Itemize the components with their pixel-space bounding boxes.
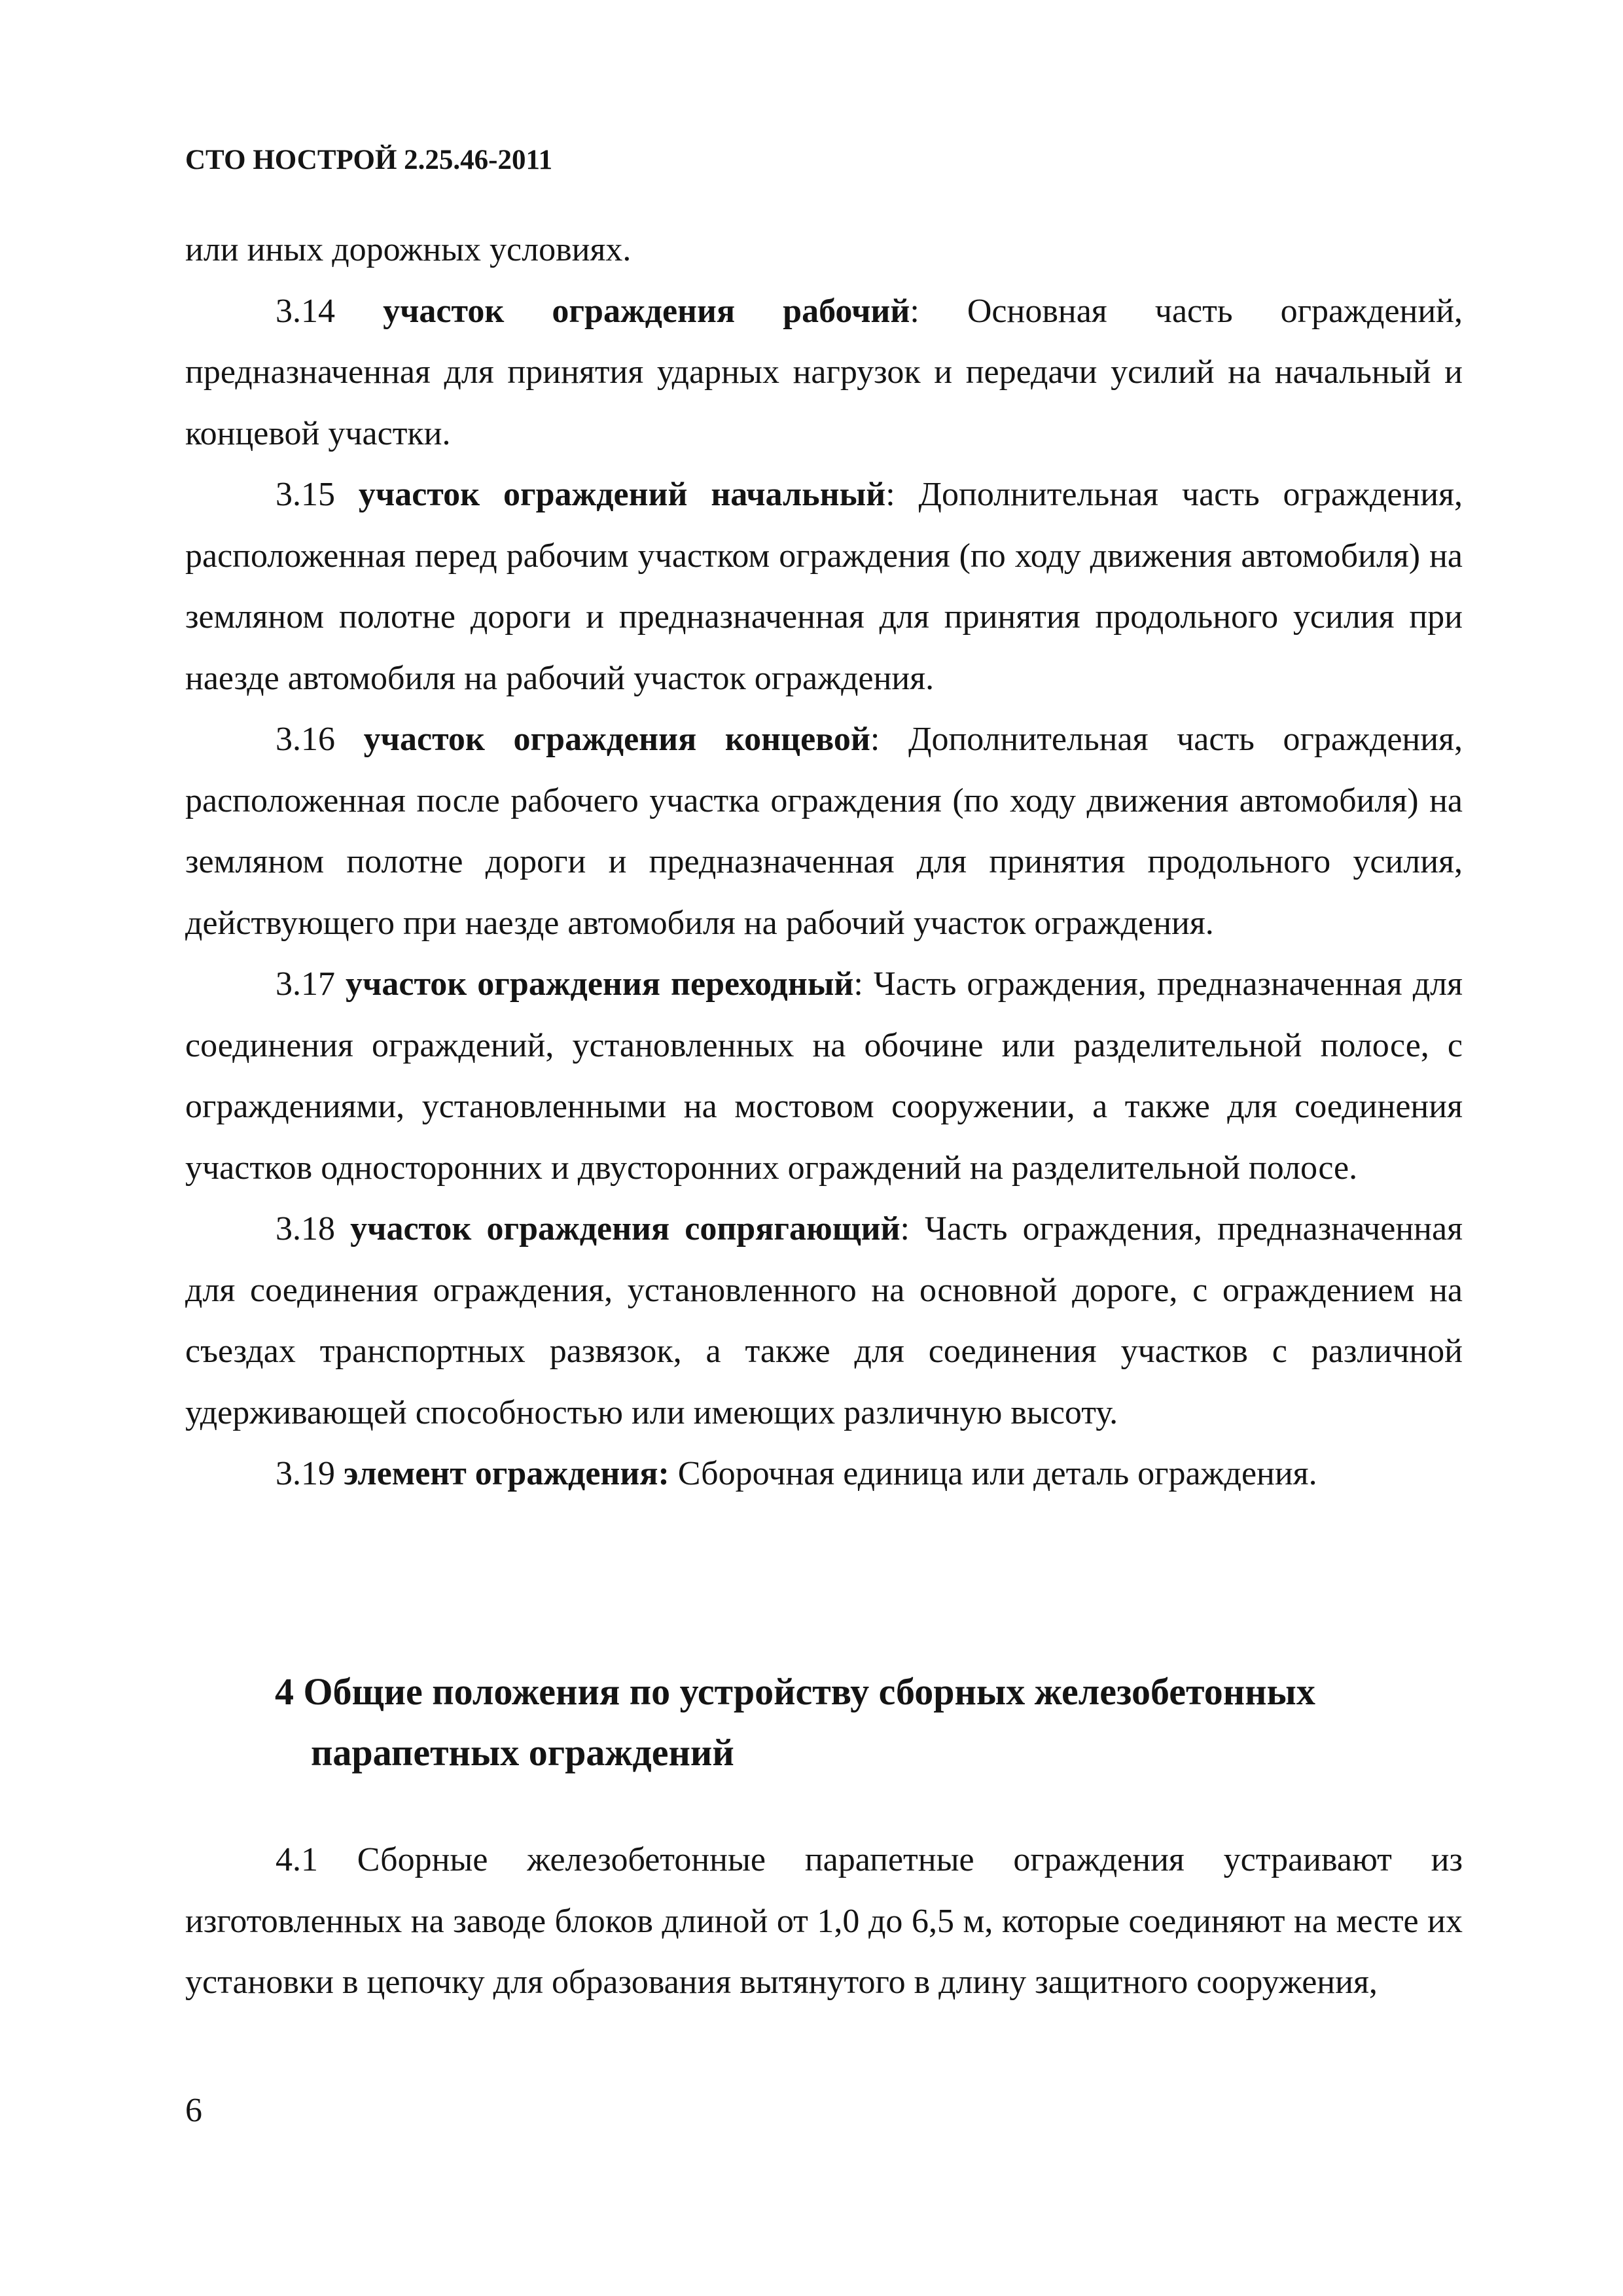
continuation-text: или иных дорожных условиях. xyxy=(185,231,632,268)
definition-text: Сборочная единица или деталь ограждения. xyxy=(677,1455,1317,1492)
definitions-body xyxy=(185,219,1463,1505)
section-title-line-1: 4 Общие положения по устройству сборных железобетонных xyxy=(275,1670,1315,1713)
definition-3-16: 3.16 участок ограждения концевой: Дополнительная часть ограждения, расположенная после рабочего участка ограждения (по ходу движения автомобиля) на земляном полотне дороги и предназначенная для принятия продольного усилия, действующего при наезде автомобиля на рабочий участок ограждения. xyxy=(185,721,1463,942)
term: участок ограждений начальный xyxy=(358,476,886,513)
definition-3-17: 3.17 участок ограждения переходный: Часть ограждения, предназначенная для соединения ограждений, установленных на обочине или разделительной полосе, с ограждениями, установленными на мостовом сооружении, а также для соединения участков односторонних и двусторонних ограждений на разделительной полосе. xyxy=(185,965,1463,1187)
definition-text: Дополнительная часть ограждения, расположенная перед рабочим участком ограждения (по ходу движения автомобиля) на земляном полотне дороги и предназначенная для принятия продольного усилия при наезде автомобиля на рабочий участок ограждения. xyxy=(185,476,1463,697)
definition-text: Часть ограждения, предназначенная для соединения ограждений, установленных на обочине или разделительной полосе, с ограждениями, установленными на мостовом сооружении, а также для соединения участков односторонних и двусторонних ограждений на разделительной полосе. xyxy=(185,965,1463,1187)
section-4-body xyxy=(185,1829,1463,2013)
definition-text: Дополнительная часть ограждения, расположенная после рабочего участка ограждения (по ходу движения автомобиля) на земляном полотне дороги и предназначенная для принятия продольного усилия, действующего при наезде автомобиля на рабочий участок ограждения. xyxy=(185,721,1463,942)
item-number: 3.19 xyxy=(276,1455,335,1492)
term: участок ограждения переходный xyxy=(346,965,854,1003)
paragraph-4-1: 4.1 Сборные железобетонные парапетные ограждения устраивают из изготовленных на заводе блоков длиной от 1,0 до 6,5 м, которые соединяют на месте их установки в цепочку для образования вытянутого в длину защитного сооружения, xyxy=(185,1841,1463,2001)
page-number: 6 xyxy=(185,2092,202,2129)
item-number: 3.15 xyxy=(276,476,335,513)
definition-text: Часть ограждения, предназначенная для соединения ограждения, установленного на основной дороге, с ограждением на съездах транспортных развязок, а также для соединения участков с различной удерживающей способностью или имеющих различную высоту. xyxy=(185,1210,1463,1431)
item-number: 3.16 xyxy=(276,721,335,758)
term: элемент ограждения: xyxy=(344,1455,669,1492)
term: участок ограждения сопрягающий xyxy=(350,1210,901,1247)
term: участок ограждения концевой xyxy=(363,721,870,758)
definition-3-18: 3.18 участок ограждения сопрягающий: Часть ограждения, предназначенная для соединения ограждения, установленного на основной дороге, с ограждением на съездах транспортных развязок, а также для соединения участков с различной удерживающей способностью или имеющих различную высоту. xyxy=(185,1210,1463,1431)
document-code-header: СТО НОСТРОЙ 2.25.46-2011 xyxy=(185,145,553,175)
item-number: 3.18 xyxy=(276,1210,335,1247)
section-title-line-2: парапетных ограждений xyxy=(311,1731,734,1774)
item-number: 3.17 xyxy=(276,965,335,1003)
definition-text: Основная часть ограждений, предназначенная для принятия ударных нагрузок и передачи усилий на начальный и концевой участки. xyxy=(185,292,1463,452)
item-number: 3.14 xyxy=(276,292,335,330)
section-4-heading xyxy=(275,1661,1463,1783)
definition-3-15: 3.15 участок ограждений начальный: Дополнительная часть ограждения, расположенная перед рабочим участком ограждения (по ходу движения автомобиля) на земляном полотне дороги и предназначенная для принятия продольного усилия при наезде автомобиля на рабочий участок ограждения. xyxy=(185,476,1463,697)
definition-3-14: 3.14 участок ограждения рабочий: Основная часть ограждений, предназначенная для принятия ударных нагрузок и передачи усилий на начальный и концевой участки. xyxy=(185,292,1463,452)
definition-3-19 xyxy=(185,1443,1463,1505)
term: участок ограждения рабочий xyxy=(383,292,910,330)
